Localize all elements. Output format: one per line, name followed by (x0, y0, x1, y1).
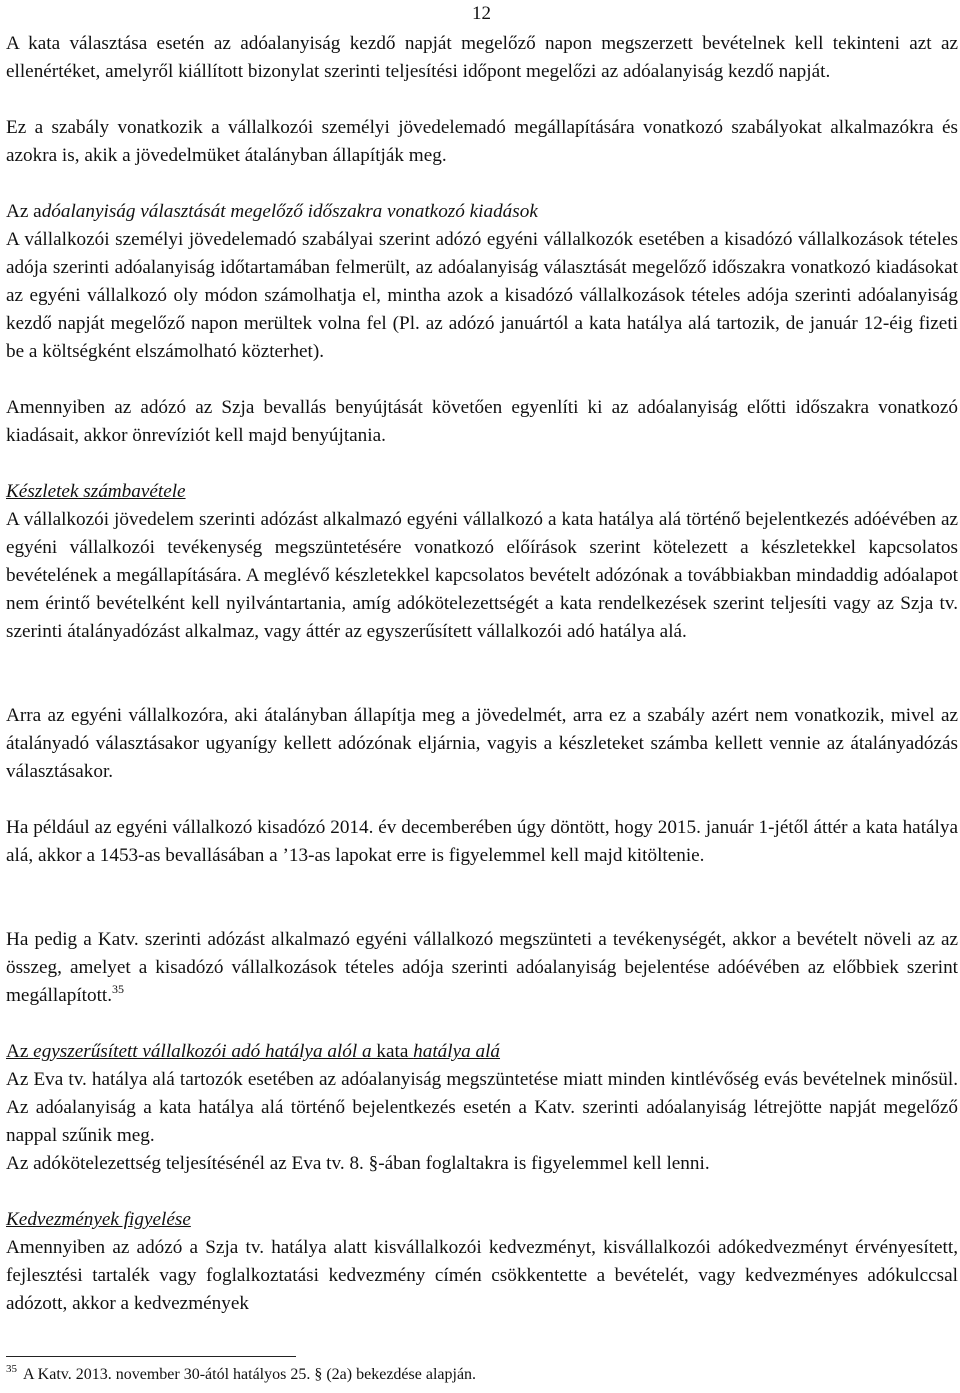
paragraph-benefits: Amennyiben az adózó a Szja tv. hatálya alatt kisvállalkozói kedvezményt, kisvállalkozói adókedvezményt érvényesített, fejlesztési tartalék vagy foglalkoztatási kedvezmény címén csökkentette a bevételét, vagy kedvezményes adókulccsal adózott, akkor a kedvezmények (6, 1237, 958, 1314)
paragraph-kata-income: A kata választása esetén az adóalanyiság kezdő napját megelőző napon megszerzett bevételnek kell tekinteni azt az ellenértéket, amelyről kiállított bizonylat szerinti teljesítési időpont megelőzi az adóalanyiság kezdő napját. (6, 33, 958, 82)
paragraph-prior-expenses: A vállalkozói személyi jövedelemadó szabályai szerint adózó egyéni vállalkozók esetében a kisadózó vállalkozások tételes adója szerinti adóalanyiság időtartamában felmerült, az adóalanyiság választását megelőző időszakra vonatkozó kiadásokat az egyéni vállalkozó oly módon számolhatja el, mintha azok a kisadózó vállalkozások tételes adója szerinti adóalanyiság kezdő napját megelőző napon merültek volna fel (Pl. az adózó januártól a kata hatálya alá tartozik, de január 12-éig fizeti be a költségként elszámolható közterhet). (6, 229, 958, 362)
paragraph-eva: Az Eva tv. hatálya alá tartozók esetében az adóalanyiság megszüntetése miatt minden kintlévőség evás bevételnek minősül. Az adóalanyiság a kata hatálya alá történő bejelentkezés esetén a Katv. szerinti adóalanyiság létrejötte napját megelőző nappal szűnik meg. (6, 1069, 958, 1146)
heading-part-c: kata (371, 1041, 414, 1062)
paragraph-eva-obligation: Az adókötelezettség teljesítésénél az Eva tv. 8. §-ában foglaltakra is figyelemmel kell lenni. (6, 1153, 710, 1174)
heading-eva (6, 1038, 958, 1066)
paragraph-inventory: A vállalkozói jövedelem szerinti adózást alkalmazó egyéni vállalkozó a kata hatálya alá történő bejelentkezés adóévében az egyéni vállalkozói tevékenység megszüntetésére vonatkozó előírások szerint kötelezett a készletekkel kapcsolatos bevételének a megállapítására. A meglévő készletekkel kapcsolatos bevételt adózónak a továbbiakban mindaddig adóalapot nem érintő bevételként kell nyilvántartania, amíg adókötelezettségét a kata rendelkezések szerint teljesíti vagy az Szja tv. szerinti átalányadózást alkalmaz, vagy áttér az egyszerűsített vállalkozói adó hatálya alá. (6, 509, 958, 642)
paragraph-text: Ha pedig a Katv. szerinti adózást alkalmazó egyéni vállalkozó megszünteti a tevékenységét, akkor a bevételt növeli az az összeg, amelyet a kisadózó vállalkozások tételes adója szerinti adóalanyiság bejelentése adóévében az előbbiek szerint megállapított. (6, 929, 958, 1006)
paragraph-self-revision: Amennyiben az adózó az Szja bevallás benyújtását követően egyenlíti ki az adóalanyiság előtti időszakra vonatkozó kiadásait, akkor önrevíziót kell majd benyújtania. (6, 397, 958, 446)
heading-part-d: hatálya alá (413, 1041, 501, 1062)
heading-italic: dóalanyiság választását megelőző időszakra vonatkozó kiadások (41, 201, 538, 222)
paragraph-example: Ha például az egyéni vállalkozó kisadózó 2014. év decemberében úgy döntött, hogy 2015. január 1-jétől áttér a kata hatálya alá, akkor a 1453-as bevallásában a ’13-as lapokat erre is figyelemmel kell majd kitöltenie. (6, 817, 958, 866)
heading-prior-expenses (6, 198, 958, 226)
page-number: 12 (472, 3, 491, 24)
footnote-reference: 35 (112, 982, 125, 996)
heading-part-b: egyszerűsített vállalkozói adó hatálya alól a (33, 1041, 372, 1062)
footnote-mark: 35 (6, 1363, 17, 1375)
paragraph-katv-termination (6, 926, 958, 1010)
heading-part-a: Az (6, 1041, 34, 1062)
footnote (6, 1364, 476, 1386)
heading-benefits: Kedvezmények figyelése (6, 1209, 191, 1230)
footnote-divider (6, 1356, 296, 1357)
heading-prefix: Az a (6, 201, 42, 222)
paragraph-lump-sum: Arra az egyéni vállalkozóra, aki átalányban állapítja meg a jövedelmét, arra ez a szabály azért nem vonatkozik, mivel az átalányadó választásakor ugyanígy kellett adózónak eljárnia, vagyis a készleteket számba kellett vennie az átalányadózás választásakor. (6, 705, 958, 782)
heading-inventory: Készletek számbavétele (6, 481, 186, 502)
footnote-text: A Katv. 2013. november 30-ától hatályos 25. § (2a) bekezdése alapján. (23, 1366, 477, 1383)
paragraph-rule-scope: Ez a szabály vonatkozik a vállalkozói személyi jövedelemadó megállapítására vonatkozó szabályokat alkalmazókra és azokra is, akik a jövedelmüket átalányban állapítják meg. (6, 117, 958, 166)
